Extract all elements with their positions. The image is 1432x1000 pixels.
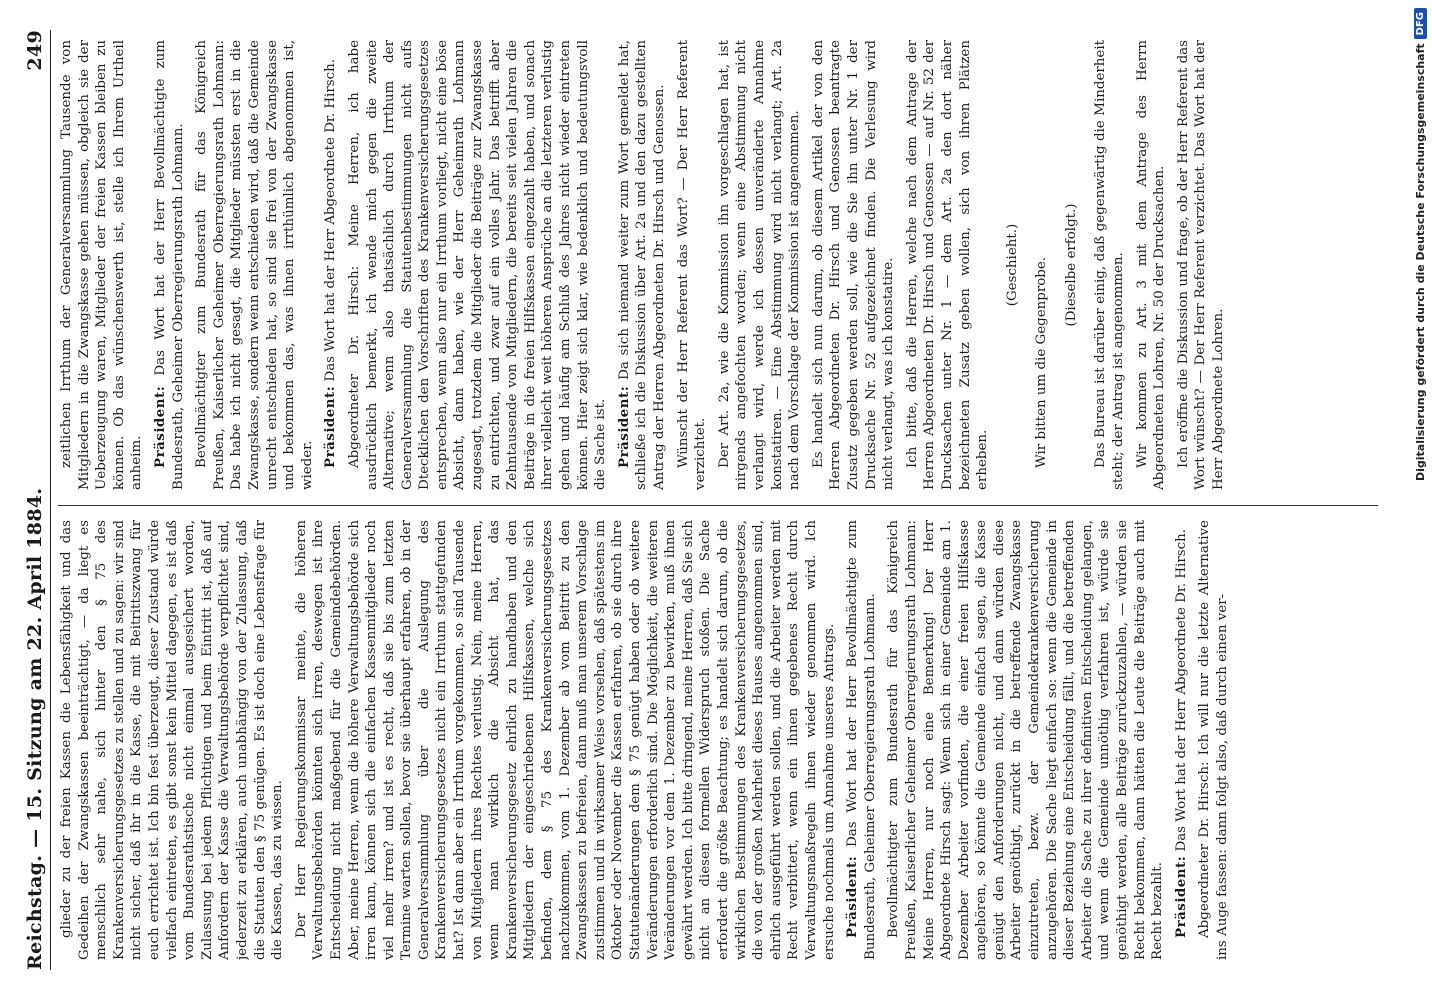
paragraph-text: Wünscht der Herr Referent das Wort? — Der Herr Referent verzichtet. — [675, 40, 709, 490]
paragraph-text: Es handelt sich nun darum, ob diesem Artikel der von den Herren Abgeordneten Dr. Hirsch und Genossen beantragte Zusatz gegeben werden soll, wie die Sie ihn unter Nr. 1 der Drucksache Nr. 52 aufgezeichnet finden. Die Verlesung wird nicht verlangt, was ich konstatire. — [810, 40, 897, 490]
speaker-label: Präsident: — [615, 385, 632, 468]
paragraph-text: Wir bitten um die Gegenprobe. — [1034, 256, 1050, 468]
paragraph — [1063, 40, 1081, 490]
paragraph-text: (Dieselbe erfolgt.) — [1063, 203, 1079, 327]
paragraph-text: zeitlichen Irrthum der Generalversammlung Tausende von Mitgliedern in die Zwangskasse gehen müssen, obgleich sie der Ueberzeugung waren, Mitglieder der freien Kassen bleiben zu können. Ob das wünschenswerth ist, stelle ich Ihrem Urtheil anheim. — [59, 40, 145, 490]
paragraph — [844, 520, 879, 960]
footer-credit — [1408, 0, 1432, 1000]
left-column — [58, 520, 1388, 960]
paragraph — [616, 40, 669, 490]
paragraph-text: Ich bitte, daß die Herren, welche nach dem Antrage der Herren Abgeordneten Dr. Hirsch und Genossen — auf Nr. 52 der Drucksachen unter Nr. 1 — dem Art. 2a den dort näher bezeichneten Zusatz geben wollen, sich von ihren Plätzen erheben. — [904, 40, 991, 490]
paragraph — [1134, 40, 1169, 490]
paragraph — [58, 40, 146, 490]
paragraph-text: Der Art. 2a, wie die Kommission ihn vorgeschlagen hat, ist nirgends angefochten worden; wenn eine Abstimmung nicht verlangt wird, werde ich dessen unveränderte Annahme konstatiren. — Eine Abstimmung wird nicht verlangt; Art. 2a nach dem Vorschlage der Kommission ist angenommen. — [716, 40, 803, 490]
paragraph — [293, 520, 838, 960]
paragraph-text: Wir kommen zu Art. 3 mit dem Antrage des Herrn Abgeordneten Lohren, Nr. 50 der Drucksachen. — [1134, 40, 1168, 490]
paragraph — [885, 520, 1167, 960]
paragraph — [1004, 40, 1022, 490]
paragraph — [1092, 40, 1127, 490]
paragraph-text: Abgeordneter Dr. Hirsch: Meine Herren, ich habe ausdrücklich bemerkt, ich wende mich gegen die zweite Alternative; wenn also thatsächlich durch Irrthum der Generalversammlung die Statutenbestimmungen nicht aufs Dtecklichen den Vorschriften des Krankenversicherungsgesetzes entsprechen, wenn also nur ein Irrthum vorliegt, nicht eine böse Absicht, dann haben, wie der Herr Geheimrath Lohmann zugesagt, trotzdem die Mitglieder die Beiträge zur Zwangskasse zu entrichten, und zwar auf ein volles Jahr. Das betrifft aber Zehntausende von Mitgliedern, die bereits seit vielen Jahren die Beiträge in die freien Hilfskassen eingezahlt haben, und sonach ihrer vielleicht weit höheren Ansprüche an die letzteren verlustig gehen und häufig am Schluß des Jahres nicht wieder eintreten können. Hier zeigt sich klar, wie bedenklich und bedeutungsvoll die Sache ist. — [346, 40, 609, 490]
paragraph-text: Das Wort hat der Herr Abgeordnete Dr. Hirsch. — [323, 59, 339, 382]
paragraph-text: Das Wort hat der Herr Bevollmächtigte zum Bundesrath, Geheimer Oberregierungsrath Lohmann. — [845, 520, 878, 960]
credit-text: Digitalisierung gefördert durch die Deutsche Forschungsgemeinschaft — [1413, 43, 1427, 482]
right-column — [58, 40, 1388, 490]
paragraph-text: Der Herr Regierungskommissar meinte, die höheren Verwaltungsbehörden könnten sich irren, deswegen ist ihre Entscheidung nicht maßgebend für die Gemeindebehörden. Aber, meine Herren, wenn die höhere Verwaltungsbehörde sich irren kann, können sich die einfachen Kassenmitglieder noch viel mehr irren? und ist es recht, daß sie bis zum letzten Termine warten sollen, bevor sie überhaupt erfahren, ob in der Generalversammlung über die Auslegung des Krankenversicherungsgesetzes nicht ein Irrthum stattgefunden hat? Ist dann aber ein Irrthum vorgekommen, so sind Tausende von Mitgliedern ihres Rechtes verlustig. Nein, meine Herren, wenn man wirklich die Absicht hat, das Krankenversicherungsgesetz ehrlich zu handhaben und den Mitgliedern der eingeschriebenen Hilfskassen, welche sich befinden, dem § 75 des Krankenversicherungsgesetzes nachzukommen, vom 1. Dezember ab vom Beitritt zu den Zwangskassen zu befreien, dann muß man unserem Vorschlage zustimmen und in wirksamer Weise vorsehen, daß spätestens im Oktober oder November die Kassen erfahren, ob sie durch ihre Statutenänderungen dem § 75 genügt haben oder ob weitere Veränderungen erforderlich sind. Die Möglichkeit, die weiteren Veränderungen vor dem 1. Dezember zu bewirken, muß ihnen gewährt werden. Ich bitte dringend, meine Herren, daß Sie sich nicht an diesen formellen Widerspruch stoßen. Die Sache erfordert die größte Beachtung; es handelt sich darum, ob die wirklichen Bestimmungen des Krankenversicherungsgesetzes, die von der großen Mehrheit dieses Hauses angenommen sind, ehrlich ausgeführt werden sollen, und die Arbeiter werden mit Recht verbittert, wenn ein ihnen gegebenes Recht durch Verwaltungsmaßregeln ihnen wieder genommen wird. Ich ersuche nochmals um Annahme unseres Antrags. — [293, 520, 837, 960]
paragraph — [1175, 40, 1228, 490]
speaker-label: Präsident: — [844, 855, 861, 938]
digitization-footer — [1408, 0, 1432, 1000]
paragraph — [716, 40, 804, 490]
paragraph — [810, 40, 898, 490]
paragraph — [193, 40, 316, 490]
paragraph — [58, 520, 287, 960]
column-divider — [58, 505, 1378, 506]
speaker-label: Präsident: — [322, 385, 339, 468]
paragraph — [1196, 520, 1231, 960]
paragraph-text: Bevollmächtigter zum Bundesrath für das Königreich Preußen, Kaiserlicher Geheimer Oberregierungsrath Lohmann: Das habe ich nicht gesagt, die Mitglieder müssten erst in die Zwangskasse, sondern wenn entschieden wird, daß die Gemeinde unrecht entschieden hat, so sind sie frei von der Zwangskasse und bekommen das, was ihnen irrthümlich abgenommen ist, wieder. — [194, 40, 315, 490]
paragraph-text: Da sich niemand weiter zum Wort gemeldet hat, schließe ich die Diskussion über Art. 2a und den dazu gestellten Antrag der Herren Abgeordneten Dr. Hirsch und Genossen. — [616, 40, 667, 490]
header-title: Reichstag. — 15. Sitzung am 22. April 1884. — [24, 487, 46, 970]
paragraph — [1173, 520, 1191, 960]
paragraph — [322, 40, 340, 490]
page-header — [20, 30, 51, 970]
paragraph — [904, 40, 992, 490]
paragraph-text: Das Wort hat der Herr Bevollmächtigte zum Bundesrath, Geheimer Oberregierungsrath Lohmann. — [152, 40, 186, 490]
paragraph — [152, 40, 187, 490]
speaker-label: Präsident: — [151, 385, 168, 468]
paragraph-text: Das Wort hat der Herr Abgeordnete Dr. Hirsch. — [1173, 529, 1189, 852]
speaker-label: Präsident: — [1172, 855, 1189, 938]
paragraph-text: (Geschieht.) — [1004, 223, 1020, 307]
paragraph — [346, 40, 610, 490]
paragraph-text: Abgeordneter Dr. Hirsch: Ich will nur die letzte Alternative ins Auge fassen: dann folgt also, daß durch einen ver- — [1197, 520, 1230, 960]
paragraph-text: Ich eröffne die Diskussion und frage, ob der Herr Referent das Wort wünscht? — Der Herr Referent verzichtet. Das Wort hat der Herr Abgeordnete Lohren. — [1175, 40, 1227, 490]
paragraph — [675, 40, 710, 490]
dfg-badge: DFG — [1414, 8, 1427, 39]
paragraph — [1033, 40, 1051, 490]
paragraph-text: Bevollmächtigter zum Bundesrath für das Königreich Preußen, Kaiserlicher Geheimer Oberregierungsrath Lohmann: Meine Herren, nur noch eine Bemerkung! Der Herr Abgeordnete Hirsch sagt: Wenn sich in einer Gemeinde am 1. Dezember Arbeiter vorfinden, die einer freien Hilfskasse angehören, so könnte die Gemeinde einfach sagen, die Kasse genügt den Anforderungen nicht, und dann würden diese Arbeiter genöthigt, zurückt in die betreffende Zwangskasse einzutreten, bezw. der Gemeindekrankenversicherung anzugehören. Die Sache liegt einfach so: wenn die Gemeinde in dieser Beziehung eine Entscheidung fällt, und die betreffenden Arbeiter die Sache zu ihrer definitiven Entscheidung gelangen, und wenn die Gemeinde unnöthig verfahren ist, würde sie genöthigt werden, alle Beiträge zurückzuzahlen, — würden sie Recht bekommen, dann hätten die Leute die Beiträge auch mit Recht bezahlt. — [886, 520, 1166, 960]
paragraph-text: Das Bureau ist darüber einig, daß gegenwärtig die Minderheit steht; der Antrag ist angenommen. — [1093, 40, 1127, 490]
paragraph-text: glieder zu der freien Kassen die Lebensfähigkeit und das Gedeihen der Zwangskassen beeinträchtigt, — da liegt es menschlich sehr nahe, sich hinter den § 75 des Krankenversicherungsgesetzes zu stellen und zu sagen: wir sind nicht sicher, daß ihr in die Kasse, die mit Beitrittszwang für euch errichtet ist. Ich bin fest überzeugt, dieser Zustand würde vielfach eintreten, es gibt sonst kein Mittel dagegen, es ist daß vom Bundesrathstische nicht einmal ausgesichert worden, Zulassung bei jedem Pflichtigen und beim Eintritt ist, daß auf Anfordern der Kasse die Verwaltungsbehörde verpflichtet sind, jederzeit zu erklären, auch unabhängig von der Zulassung, daß die Statuten den § 75 genügen. Es ist doch eine Lebensfrage für die Kassen, das zu wissen. — [59, 520, 286, 960]
page-number: 249 — [24, 30, 46, 71]
